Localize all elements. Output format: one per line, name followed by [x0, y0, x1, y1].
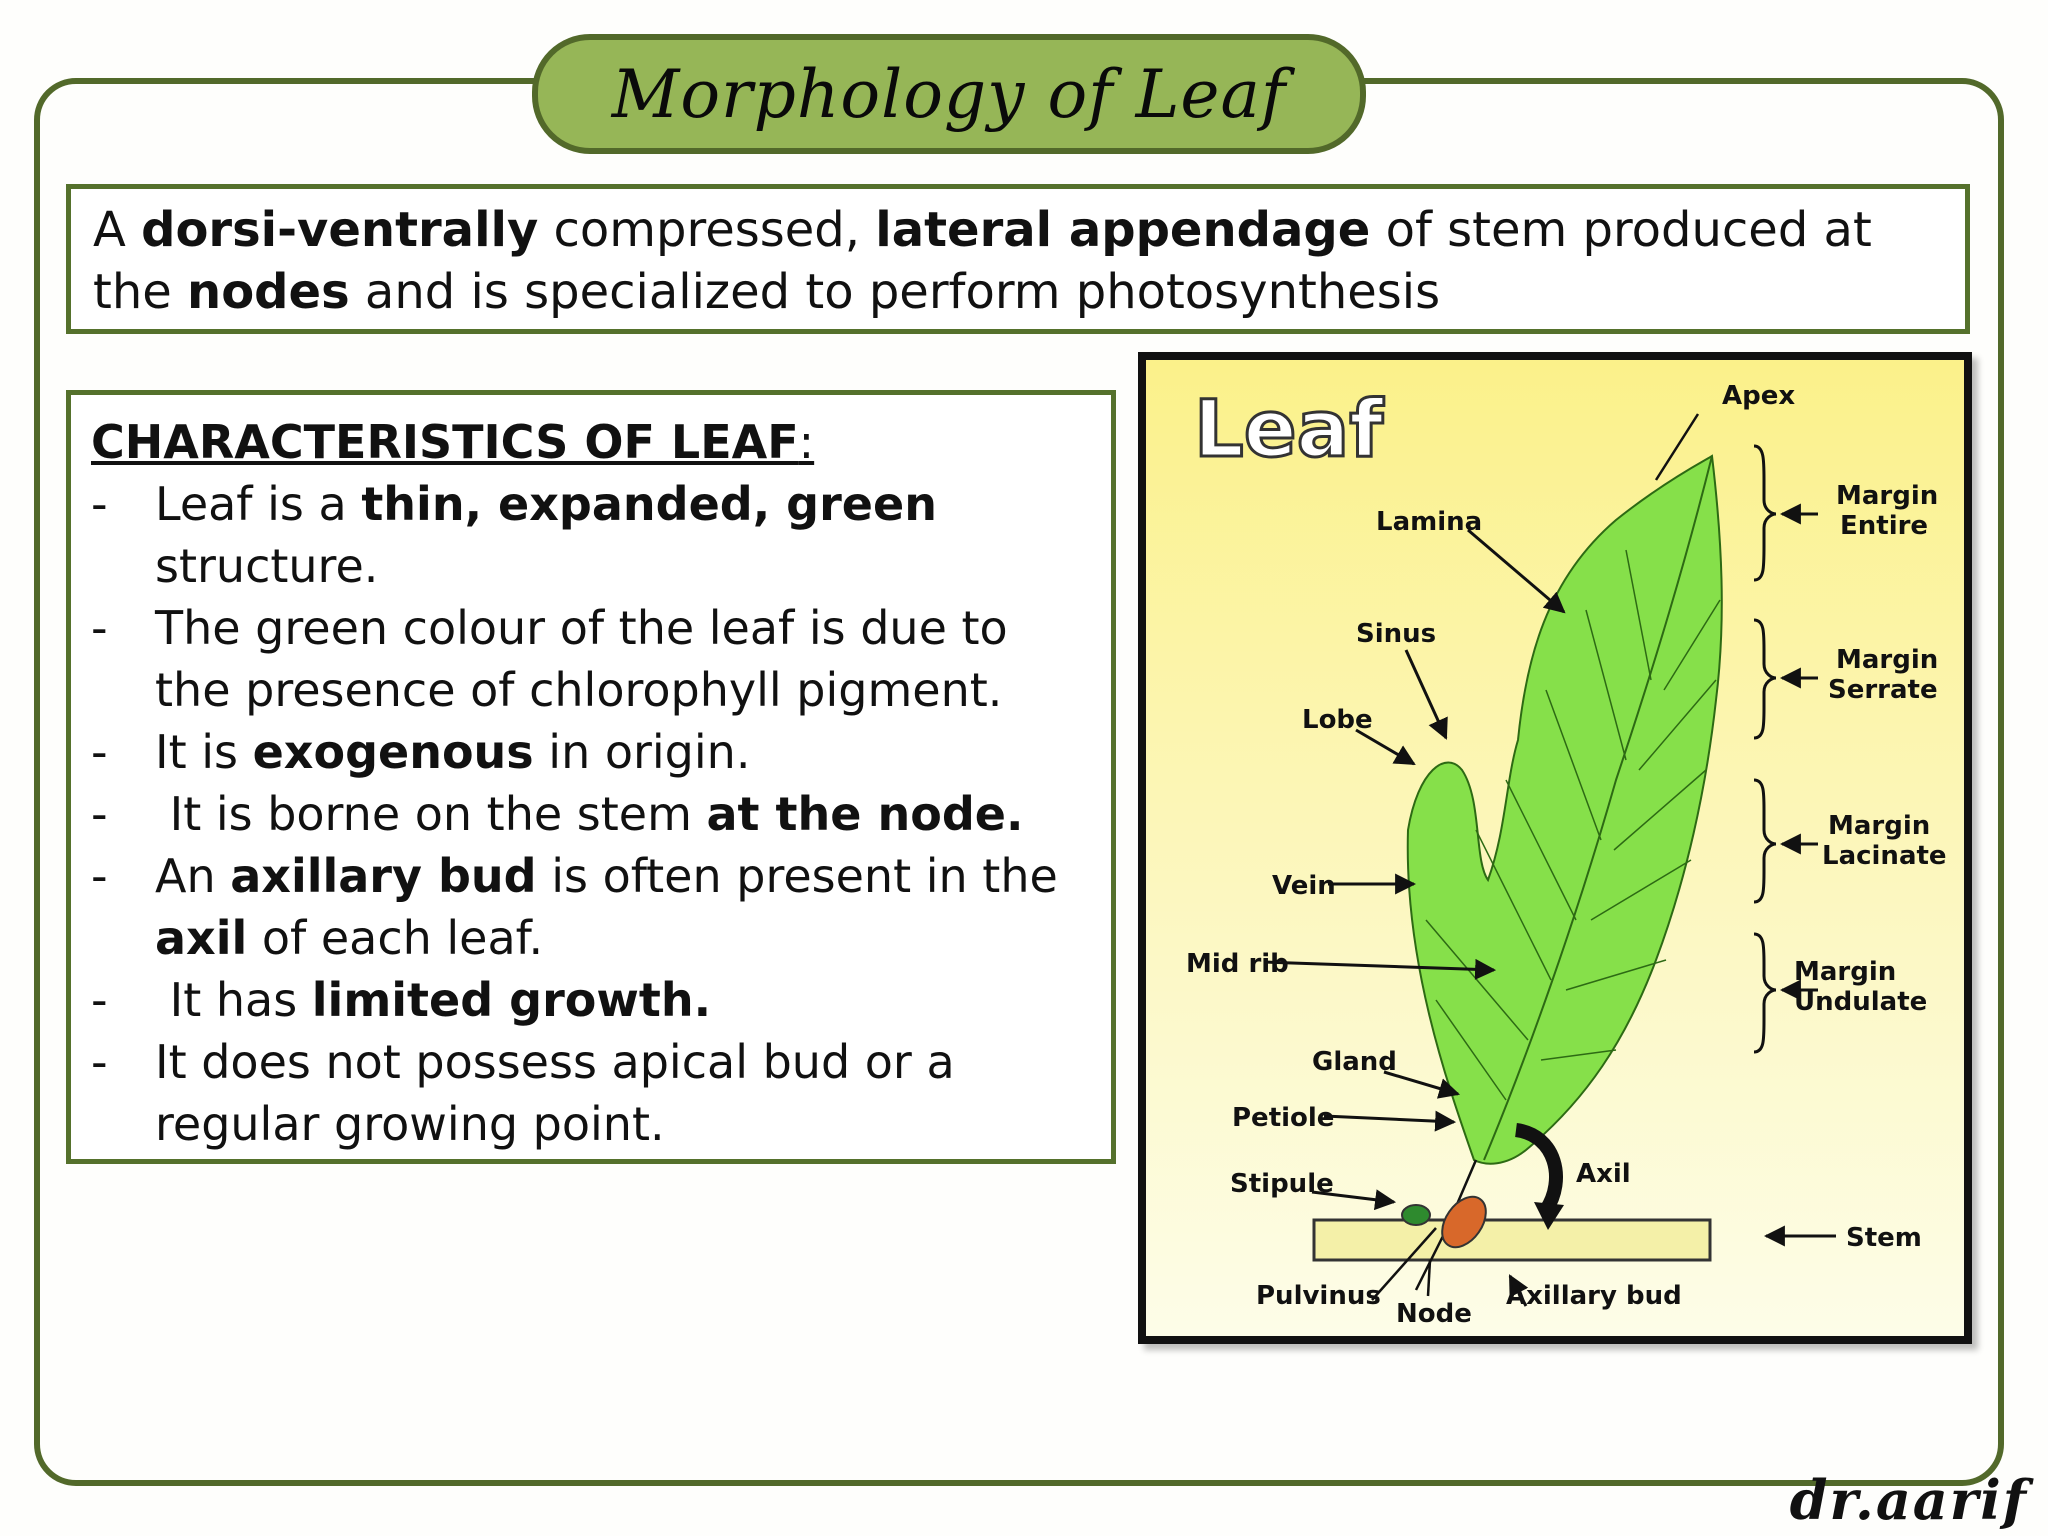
label-margin-2: Margin [1836, 645, 1939, 675]
label-axillary-bud: Axillary bud [1506, 1281, 1682, 1311]
definition-box [66, 184, 1970, 334]
item-bold: at the node. [706, 787, 1024, 841]
list-item [91, 721, 1091, 783]
item-text-end: structure. [155, 539, 379, 593]
label-petiole: Petiole [1232, 1103, 1335, 1133]
label-margin-1: Margin [1836, 481, 1939, 511]
list-item [91, 473, 1091, 597]
list-item [91, 597, 1091, 721]
list-item [91, 1031, 1091, 1155]
label-pulvinus: Pulvinus [1256, 1281, 1381, 1311]
list-dash: - [91, 849, 108, 903]
characteristics-box [66, 390, 1116, 1164]
definition-bold-2: lateral appendage [875, 202, 1371, 258]
label-axil: Axil [1576, 1159, 1631, 1189]
diagram-heading: Leaf [1194, 385, 1384, 475]
list-item [91, 783, 1091, 845]
label-vein: Vein [1272, 871, 1336, 901]
item-bold: exogenous [252, 725, 534, 779]
leaf-diagram-svg [1146, 360, 1964, 1336]
list-dash: - [91, 1035, 108, 1089]
item-text-tail: of each leaf. [247, 911, 544, 965]
label-entire: Entire [1840, 511, 1929, 541]
definition-bold-1: dorsi-ventrally [141, 202, 539, 258]
item-text: Leaf is a [155, 477, 362, 531]
stipule-shape [1402, 1205, 1430, 1225]
label-midrib: Mid rib [1186, 949, 1289, 979]
item-text: The green colour of the leaf is due to the presence of chlorophyll pigment. [155, 601, 1008, 717]
label-node: Node [1396, 1299, 1472, 1329]
stem-shape [1314, 1220, 1710, 1260]
heading-colon: : [798, 415, 815, 469]
slide-title: Morphology of Leaf [611, 55, 1287, 133]
characteristics-list [91, 473, 1091, 1155]
item-text: It has [155, 973, 312, 1027]
label-stipule: Stipule [1230, 1169, 1334, 1199]
list-item [91, 845, 1091, 969]
characteristics-heading: CHARACTERISTICS OF LEAF [91, 415, 799, 469]
label-sinus: Sinus [1356, 619, 1437, 649]
item-bold-axil: axil [155, 911, 248, 965]
item-bold: limited growth. [311, 973, 712, 1027]
label-apex: Apex [1722, 381, 1796, 411]
label-margin-4: Margin [1794, 957, 1897, 987]
list-dash: - [91, 787, 108, 841]
label-undulate: Undulate [1794, 987, 1928, 1017]
definition-text-3: of stem produced at the [93, 202, 1872, 320]
label-margin-3: Margin [1828, 811, 1931, 841]
definition-text-2: compressed, [538, 202, 876, 258]
definition-bold-3: nodes [187, 264, 350, 320]
label-gland: Gland [1312, 1047, 1397, 1077]
item-text: It is [155, 725, 253, 779]
label-stem: Stem [1846, 1223, 1922, 1253]
item-text: It is borne on the stem [155, 787, 707, 841]
list-item [91, 969, 1091, 1031]
item-text-end: in origin. [533, 725, 751, 779]
item-text-end: is often present in the [536, 849, 1058, 903]
leaf-diagram [1138, 352, 1972, 1344]
item-bold: thin, expanded, green [361, 477, 937, 531]
characteristics-heading-line [91, 411, 1091, 473]
author-signature: dr.aarif [1789, 1468, 2028, 1532]
item-text: It does not possess apical bud or a regular growing point. [155, 1035, 955, 1151]
list-dash: - [91, 601, 108, 655]
definition-text-4: and is specialized to perform photosynthesis [349, 264, 1441, 320]
label-lobe: Lobe [1302, 705, 1373, 735]
label-lamina: Lamina [1376, 507, 1483, 537]
list-dash: - [91, 973, 108, 1027]
item-text: An [155, 849, 231, 903]
label-serrate: Serrate [1828, 675, 1938, 705]
definition-text-1: A [93, 202, 142, 258]
list-dash: - [91, 725, 108, 779]
label-lacinate: Lacinate [1822, 841, 1947, 871]
title-banner [532, 34, 1366, 154]
item-bold: axillary bud [230, 849, 537, 903]
list-dash: - [91, 477, 108, 531]
